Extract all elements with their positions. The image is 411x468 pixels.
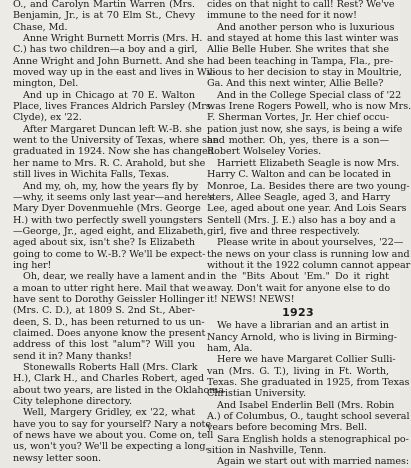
left-column-line: send it in? Many thanks! — [13, 350, 132, 362]
right-column-line: F. Sherman Vortes, Jr. Her chief occu- — [207, 112, 389, 124]
right-column-line: And another person who is luxurious — [217, 21, 395, 33]
left-column-line: After Margaret Duncan left W.-B. she — [23, 123, 202, 135]
right-column-line: Robert Wolseley Vories. — [207, 146, 322, 158]
left-column-line: have you to say for yourself? Nary a note — [13, 418, 211, 430]
left-column-line: newsy letter soon. — [13, 452, 102, 464]
left-column-line: going to come to W.-B.? We'll be expect- — [13, 248, 206, 260]
left-column-line: still lives in Wichita Falls, Texas. — [13, 169, 170, 181]
left-column-line: address of this lost "alum"? Will you — [13, 339, 195, 351]
right-text-column — [207, 0, 411, 468]
left-column-line: moved way up in the east and lives in Wil- — [13, 67, 216, 79]
section-heading-1923: 1923 — [282, 306, 314, 320]
left-column-line: Benjamin, Jr., is at 70 Elm St., Chevy — [13, 10, 195, 22]
left-column-line: graduated in 1924. Now she has changed — [13, 146, 214, 158]
left-column-line: And up in Chicago at 70 E. Walton — [23, 89, 195, 101]
left-column-line: a moan to utter right here. Mail that we — [13, 282, 206, 294]
right-column-line: Please write in about yourselves, '22— — [217, 237, 404, 249]
left-column-line: mington, Del. — [13, 78, 79, 90]
right-column-line: and stayed at home this last winter was — [207, 33, 399, 45]
right-column-line: away. Don't wait for anyone else to do — [207, 282, 391, 294]
left-column-line: O., and Carolyn Martin Warren (Mrs. — [13, 0, 195, 10]
left-column-line: H.) with two perfectly swell youngsters — [13, 214, 203, 226]
left-column-line: Well, Margery Gridley, ex '22, what — [23, 407, 195, 419]
left-text-column — [13, 0, 225, 464]
left-column-line: her name to Mrs. R. C. Arahold, but she — [13, 157, 206, 169]
right-column-line: And Isabel Enderlin Bell (Mrs. Robin — [217, 399, 395, 411]
right-column-line: Allie Belle Huber. She writes that she — [207, 44, 389, 56]
left-column-line: City telephone directory. — [13, 396, 133, 408]
right-column-line: the news on your class is running low and — [207, 248, 410, 260]
left-column-line: Chase, Md. — [13, 21, 68, 33]
left-column-line: Clyde), ex '22. — [13, 112, 82, 124]
right-column-line: Monroe, La. Besides there are two young- — [207, 180, 410, 192]
left-column-line: Mary Dyer Dovenmuehle (Mrs. George — [13, 203, 201, 215]
left-column-line: —George, Jr., aged eight, and Elizabeth, — [13, 225, 207, 237]
left-column-line: have sent to Dorothy Geissler Hollinger — [13, 293, 205, 305]
right-column-line: Lee, aged about one year. And Lois Sears — [207, 203, 407, 215]
right-column-line: sters, Allee Seagle, aged 3, and Harry — [207, 191, 391, 203]
left-column-line: Oh, dear, we really have a lament and — [23, 271, 206, 283]
right-column-line: van (Mrs. G. T.), living in Ft. Worth, — [207, 365, 389, 377]
right-column-line: sition in Nashville, Tenn. — [207, 445, 327, 457]
left-column-line: claimed. Does anyone know the present — [13, 327, 206, 339]
right-column-line: Christian University. — [207, 388, 306, 400]
left-column-line: us, won't you? We'll be expecting a long, — [13, 441, 209, 453]
right-column-line: without it the 1922 column cannot appear — [207, 259, 411, 271]
left-column-line: of news have we about you. Come on, tell — [13, 430, 214, 442]
right-column-line: Here we have Margaret Collier Sulli- — [217, 354, 396, 366]
right-column-line: Nancy Arnold, who is living in Birming- — [207, 331, 397, 343]
right-column-line: years before becoming Mrs. Bell. — [207, 422, 368, 434]
left-column-line: ing her! — [13, 259, 52, 271]
right-column-line: in the "Bits About 'Em." Do it right — [207, 271, 389, 283]
right-column-line: pation just now, she says, is being a wife — [207, 123, 403, 135]
right-column-line: Ga. And this next winter, Allie Belle? — [207, 78, 384, 90]
left-column-line: Anne Wright Burnett Morris (Mrs. H. — [23, 33, 203, 45]
left-column-line: went to the University of Texas, where she — [13, 135, 219, 147]
left-column-line: about two years, are listed in the Oklahoma — [13, 384, 225, 396]
right-column-line: ham, Ala. — [207, 342, 253, 354]
left-column-line: Anne Wright and John Burnett. And she — [13, 55, 205, 67]
right-column-line: Sentell (Mrs. J. E.) also has a boy and a — [207, 214, 396, 226]
left-column-line: C.) has two children—a boy and a girl, — [13, 44, 198, 56]
right-column-line: A.) of Columbus, O., taught school several — [207, 411, 410, 423]
right-column-line: Texas. She graduated in 1925, from Texas — [207, 377, 410, 388]
left-column-line: deen, S. D., has been returned to us un- — [13, 316, 205, 328]
right-column-line: Harry C. Walton and can be located in — [207, 169, 391, 181]
right-column-line: and mother. Oh, yes, there is a son— — [207, 135, 389, 147]
right-column-line: had been teaching in Tampa, Fla., pre- — [207, 55, 394, 67]
right-column-line: Harriett Elizabeth Seagle is now Mrs. — [217, 157, 400, 169]
left-column-line: Stonewalls Roberts Hall (Mrs. Clark — [23, 362, 198, 373]
left-column-line: —why, it seems only last year—and here's — [13, 191, 215, 203]
left-column-line: Place, lives Frances Aldrich Parsley (Mrs. — [13, 101, 214, 113]
left-column-line: aged about six, isn't she? Is Elizabeth — [13, 237, 195, 249]
right-column-line: cides on that night to call! Rest? We've — [207, 0, 395, 10]
right-column-line: And in the College Special class of '22 — [217, 89, 402, 101]
right-column-line: immune to the need for it now! — [207, 10, 357, 22]
right-column-line: girl, five and three respectively. — [207, 225, 360, 237]
left-column-line: H.), Clark H., and Charles Robert, aged — [13, 373, 205, 385]
right-column-line: Again we start out with married names: — [217, 456, 410, 468]
right-column-line: was Irene Rogers Powell, who is now Mrs. — [207, 101, 411, 113]
left-column-line: And my, oh, my, how the years fly by — [23, 180, 199, 192]
left-column-line: (Mrs. C. D.), at 1809 S. 2nd St., Aber- — [13, 305, 195, 317]
right-column-line: We have a librarian and an artist in — [217, 320, 389, 332]
right-column-line: vious to her decision to stay in Moultrie, — [207, 67, 402, 79]
right-column-line: Sara English holds a stenographical po- — [217, 433, 409, 445]
right-column-line: it! NEWS! NEWS! — [207, 293, 295, 305]
